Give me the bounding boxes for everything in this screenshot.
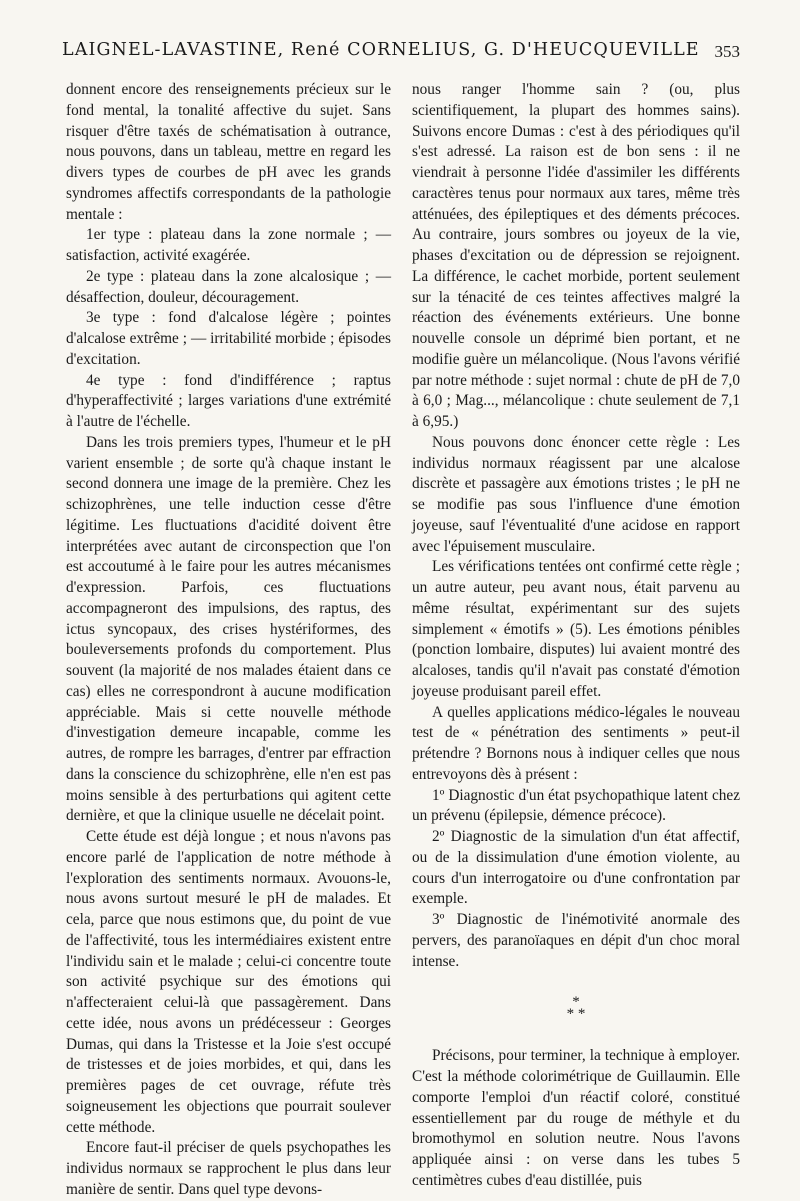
right-column bbox=[412, 80, 740, 1192]
paragraph: nous ranger l'homme sain ? (ou, plus scientifiquement, la plupart des hommes sains). Suivons encore Dumas : c'est à des périodiques qu'il s'est adressé. La raison est de bon sens : il ne viendrait à personne l'idée d'assimiler les différents caractères tenus pour normaux aux tares, même très atténuées, des épileptiques et des déments précoces. Au contraire, jours sombres ou joyeux de la vie, phases d'excitation ou de dépression se rejoignent. La différence, le cachet morbide, portent seulement sur la ténacité de ces teintes affectives malgré la réaction des événements extérieurs. Une bonne nouvelle console un déprimé bien portant, et ne modifie guère un mélancolique. (Nous l'avons vérifié par notre méthode : sujet normal : chute de pH de 7,0 à 6,0 ; Mag..., mélancolique : chute seulement de 7,1 à 6,95.) bbox=[412, 81, 740, 430]
paragraph: Précisons, pour terminer, la technique à employer. C'est la méthode colorimétrique de Guillaumin. Elle comporte l'emploi d'un réactif coloré, constitué essentiellement par du rouge de méthyle et du bromothymol en solution neutre. Nous l'avons appliquée ainsi : on verse dans les tubes 5 centimètres cubes d'eau distillée, puis bbox=[412, 1047, 740, 1189]
diagnostic-item-2: 2º Diagnostic de la simulation d'un état affectif, ou de la dissimulation d'une émotion violente, au cours d'un interrogatoire ou d'une confrontation par exemple. bbox=[412, 828, 740, 908]
paragraph: A quelles applications médico-légales le nouveau test de « pénétration des sentiments » peut-il prétendre ? Bornons nous à indiquer celles que nous entrevoyons dès à présent : bbox=[412, 703, 740, 783]
separator-star-top: * bbox=[572, 994, 580, 1011]
running-header bbox=[62, 40, 740, 70]
left-column bbox=[66, 80, 391, 1201]
type-4-item: 4e type : fond d'indifférence ; raptus d'hyperaffectivité ; larges variations d'une extrémité à l'autre de l'échelle. bbox=[66, 371, 391, 430]
section-separator bbox=[412, 990, 740, 1030]
diagnostic-item-3: 3º Diagnostic de l'inémotivité anormale des pervers, des paranoïaques en dépit d'un choc moral intense. bbox=[412, 911, 740, 970]
type-3-item: 3e type : fond d'alcalose légère ; pointes d'alcalose extrême ; — irritabilité morbide ; épisodes d'excitation. bbox=[66, 309, 391, 368]
page-number: 353 bbox=[714, 42, 740, 61]
separator-star-bottom: * * bbox=[566, 1006, 586, 1023]
type-2-item: 2e type : plateau dans la zone alcalosique ; — désaffection, douleur, découragement. bbox=[66, 267, 391, 306]
type-1-item: 1er type : plateau dans la zone normale ; — satisfaction, activité exagérée. bbox=[66, 226, 391, 264]
rule-paragraph: Nous pouvons donc énoncer cette règle : Les individus normaux réagissent par une alcalose discrète et passagère aux émotions tristes ; le pH ne se modifie pas sous l'influence d'une émotion joyeuse, sauf l'éventualité d'une acidose en rapport avec l'épuisement musculaire. bbox=[412, 433, 740, 555]
diagnostic-item-1: 1º Diagnostic d'un état psychopathique latent chez un prévenu (épilepsie, démence précoce). bbox=[412, 786, 740, 825]
paragraph: Dans les trois premiers types, l'humeur et le pH varient ensemble ; de sorte qu'à chaque instant le second donnera une image de la première. Chez les schizophrènes, une telle induction cesse d'être légitime. Les fluctuations d'acidité doivent être interprétées avec autant de circonspection que l'on est accoutumé à le faire pour les autres mécanismes d'expression. Parfois, ces fluctuations accompagneront des impulsions, des raptus, des ictus syncopaux, des crises hystériformes, des bouleversements profonds du comportement. Plus souvent (la majorité de nos malades étaient dans ce cas) elles ne correspondront à aucune modification appréciable. Mais si cette nouvelle méthode d'investigation demeure incapable, comme les autres, de rompre les barrages, d'entrer par effraction dans la conscience du schizophrène, elle n'en est pas moins sensible à des perturbations qui agitent cette dernière, et que la clinique usuelle ne décelait point. bbox=[66, 433, 391, 825]
paragraph: donnent encore des renseignements précieux sur le fond mental, la tonalité affective du sujet. Sans risquer d'être taxés de schématisation à outrance, nous pouvons, dans un tableau, mettre en regard les divers types de courbes de pH avec les grands syndromes affectifs correspondants de la pathologie mentale : bbox=[66, 81, 391, 223]
paragraph: Les vérifications tentées ont confirmé cette règle ; un autre auteur, peu avant nous, était parvenu au même résultat, expérimentant sur des sujets simplement « émotifs » (5). Les émotions pénibles (ponction lombaire, disputes) lui avaient montré des alcaloses, tandis qu'il n'avait pas constaté d'émotion joyeuse produisant pareil effet. bbox=[412, 558, 740, 700]
paragraph: Encore faut-il préciser de quels psychopathes les individus normaux se rapprochent le plus dans leur manière de sentir. Dans quel type devons- bbox=[66, 1139, 391, 1198]
paragraph: Cette étude est déjà longue ; et nous n'avons pas encore parlé de l'application de notre méthode à l'exploration des sentiments normaux. Avouons-le, nous avons surtout mesuré le pH de malades. Et cela, parce que nous estimons que, du point de vue de l'affectivité, tous les intermédiaires existent entre l'individu sain et le malade ; celui-ci concentre toute son activité psychique sur des émotions qui n'affecteraient celui-là que passagèrement. Dans cette idée, nous avons un prédécesseur : Georges Dumas, qui dans la Tristesse et la Joie s'est occupé de tristesses et de joies morbides, et qui, dans les premières pages de cet ouvrage, réfute très soigneusement les objections que pourrait soulever cette méthode. bbox=[66, 828, 391, 1136]
header-authors: LAIGNEL-LAVASTINE, René CORNELIUS, G. D'HEUCQUEVILLE bbox=[62, 40, 700, 60]
